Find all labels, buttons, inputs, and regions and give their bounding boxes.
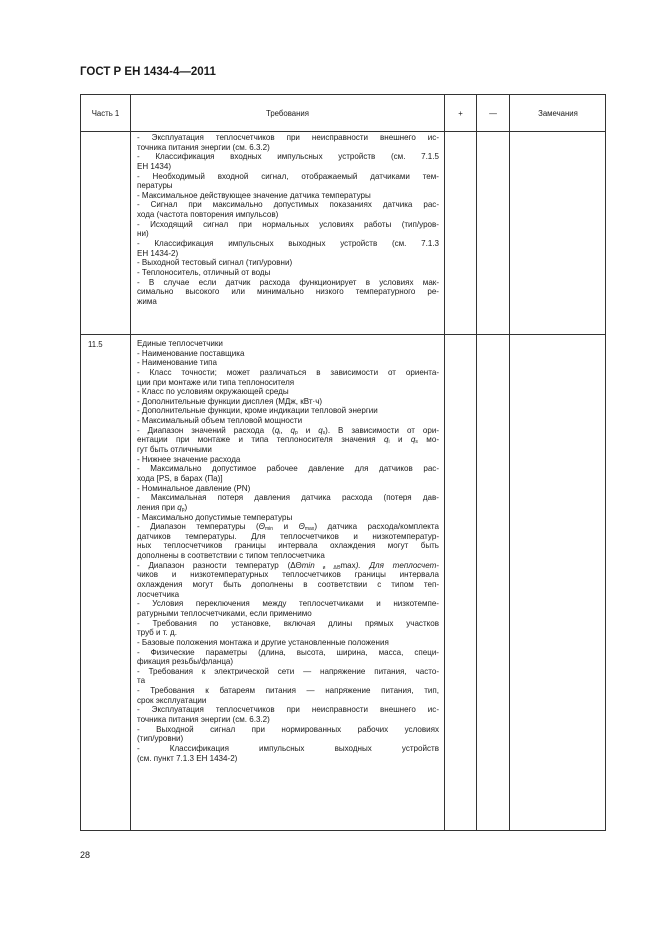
text-fragment: ): [184, 502, 188, 512]
requirement-line: та: [137, 676, 146, 686]
text-fragment: и: [273, 522, 299, 532]
requirement-line: хода (частота повторения импульсов): [137, 210, 279, 220]
requirement-line: ни): [137, 229, 149, 239]
subscript: max: [304, 526, 315, 532]
requirement-line: (см. пункт 7.1.3 ЕН 1434-2): [137, 753, 238, 763]
column-divider: [130, 95, 131, 830]
requirements-text-heat-meters: [137, 339, 439, 763]
subscript: и ΔΘ: [314, 564, 341, 571]
requirement-line: - Эксплуатация теплосчетчиков при неисправности внешнего ис-: [137, 705, 439, 715]
requirement-line: ции при монтаже или типа теплоносителя: [137, 377, 295, 387]
requirement-line: ЕН 1434-2): [137, 248, 179, 258]
requirement-line: - Номинальное давление (PN): [137, 483, 251, 493]
requirement-line: срок эксплуатации: [137, 695, 207, 705]
requirement-line: - Максимально допустимое рабочее давление для датчиков рас-: [137, 464, 439, 474]
header-remarks: Замечания: [538, 108, 578, 118]
symbol: q: [410, 435, 416, 445]
requirement-line: [137, 561, 439, 571]
requirement-line: - Требования к батареям питания — напряжение питания, тип,: [137, 686, 439, 696]
symbol: q: [318, 425, 323, 435]
subscript: p: [181, 506, 185, 513]
symbol: q: [177, 502, 182, 512]
requirement-line: - Дополнительные функции дисплея (МДж, кВт·ч): [137, 396, 323, 406]
requirement-line: - Сигнал при максимально допустимых показаниях датчика рас-: [137, 200, 439, 210]
text-fragment: и: [389, 435, 411, 445]
header-plus: +: [458, 108, 463, 118]
requirement-line: - Классификация импульсных выходных устройств (см. 7.1.3: [137, 239, 439, 249]
text-fragment: мо-: [417, 435, 439, 445]
requirement-line: [137, 426, 439, 436]
requirement-line: - Теплоноситель, отличный от воды: [137, 267, 271, 277]
requirement-line: - Классификация входных импульсных устройств (см. 7.1.5: [137, 152, 439, 162]
page-number: 28: [80, 850, 91, 860]
text-fragment: ,: [280, 425, 291, 435]
symbol: ). Для теплосчет-: [355, 560, 439, 570]
requirement-line: - Максимальное действующее значение датчика температуры: [137, 190, 371, 200]
requirement-line: охлаждения могут быть дополнены в соответствии с типом теп-: [137, 580, 439, 590]
requirement-line: ЕН 1434): [137, 161, 171, 171]
requirement-line: лосчетчика: [137, 589, 180, 599]
requirement-line: Единые теплосчетчики: [137, 339, 223, 348]
text-fragment: и: [297, 425, 319, 435]
requirement-line: - Исходящий сигнал при нормальных условиях работы (тип/уров-: [137, 219, 439, 229]
requirement-line: [137, 435, 439, 445]
subscript: min: [265, 526, 274, 532]
requirement-line: - Базовые положения монтажа и другие установленные положения: [137, 637, 389, 647]
text-fragment: ления при: [137, 502, 178, 512]
requirement-line: - Эксплуатация теплосчетчиков при неисправности внешнего ис-: [137, 133, 439, 142]
requirement-line: - Выходной тестовый сигнал (тип/уровни): [137, 258, 293, 268]
requirement-line: гут быть отличными: [137, 445, 212, 455]
symbol: q: [290, 425, 296, 435]
requirement-line: датчиков температуры. Для теплосчетчиков и низкотемператур-: [137, 531, 439, 541]
requirement-line: - Наименование типа: [137, 358, 217, 368]
requirement-line: - Необходимый входной сигнал, отображаемый датчиками тем-: [137, 171, 439, 181]
column-divider: [444, 95, 445, 830]
requirement-line: хода [PS, в барах (Па)]: [137, 473, 223, 483]
symbol: q: [384, 435, 389, 445]
requirement-line: - Дополнительные функции, кроме индикации тепловой энергии: [137, 406, 378, 416]
clause-number: 11.5: [88, 340, 103, 349]
header-part: Часть 1: [91, 108, 120, 118]
symbol: Θ: [258, 522, 266, 532]
subscript: i: [388, 439, 390, 446]
requirement-line: - Наименование поставщика: [137, 348, 245, 358]
requirement-line: - Класс точности; может различаться в зависимости от ориента-: [137, 367, 439, 377]
requirement-line: симально высокого или минимально низкого температурного ре-: [137, 287, 439, 297]
requirements-text-continued: [137, 133, 439, 307]
document-title: ГОСТ Р ЕН 1434-4—2011: [80, 66, 216, 78]
requirement-line: [137, 522, 439, 532]
requirement-line: - Требования к электрической сети — напряжение питания, часто-: [137, 666, 439, 676]
symbol: Θ: [298, 522, 305, 532]
requirement-line: чиков и низкотемпературных теплосчетчиков границы интервала: [137, 570, 439, 580]
requirement-line: - Условия переключения между теплосчетчиками и низкотемпе-: [137, 599, 439, 609]
text-fragment: max: [340, 560, 356, 570]
symbol: q: [274, 425, 280, 435]
requirement-line: - Требования по установке, включая длины прямых участков: [137, 618, 439, 628]
subscript: s: [322, 429, 326, 436]
text-fragment: - Диапазон разности температур (ΔΘ: [137, 560, 302, 570]
symbol: min: [301, 560, 315, 570]
column-divider: [476, 95, 477, 830]
text-fragment: ентации при монтаже и типа теплоносителя значения: [137, 435, 384, 445]
requirement-line: дополнены в соответствии с типом теплосчетчика: [137, 551, 325, 561]
requirement-line: - Физические параметры (длина, высота, ширина, масса, специ-: [137, 647, 439, 657]
requirement-line: - В случае если датчик расхода функционирует в условиях мак-: [137, 277, 439, 287]
requirement-line: - Максимальный объем тепловой мощности: [137, 416, 303, 426]
row-divider: [81, 131, 605, 132]
column-divider: [509, 95, 510, 830]
row-divider: [81, 334, 605, 335]
requirement-line: труб и т. д.: [137, 628, 177, 638]
subscript: p: [295, 429, 298, 436]
requirement-line: пературы: [137, 181, 173, 191]
subscript: s: [415, 439, 418, 446]
requirement-line: - Нижнее значение расхода: [137, 454, 241, 464]
requirement-line: ратурными теплосчетчиками, если применимо: [137, 608, 312, 618]
requirement-line: жима: [137, 296, 157, 306]
requirement-line: точника питания энергии (см. 6.3.2): [137, 714, 270, 724]
requirement-line: точника питания энергии (см. 6.3.2): [137, 142, 270, 152]
requirement-line: - Классификация импульсных выходных устройств: [137, 743, 439, 753]
text-fragment: - Диапазон температуры (: [137, 522, 259, 532]
header-requirements: Требования: [266, 108, 309, 118]
requirement-line: (тип/уровни): [137, 734, 184, 744]
requirement-line: [137, 503, 439, 513]
header-minus: —: [489, 108, 497, 118]
requirement-line: - Максимальная потеря давления датчика расхода (потеря дав-: [137, 493, 439, 503]
text-fragment: ). В зависимости от ори-: [325, 425, 439, 435]
requirement-line: ных теплосчетчиков границы интервала охлаждения могут быть: [137, 541, 439, 551]
requirement-line: - Максимально допустимые температуры: [137, 512, 293, 522]
text-fragment: - Диапазон значений расхода (: [137, 425, 275, 435]
text-fragment: ) датчика расхода/комплекта: [314, 522, 439, 532]
requirement-line: - Выходной сигнал при нормированных рабочих условиях: [137, 724, 439, 734]
subscript: i: [279, 429, 281, 436]
requirement-line: - Класс по условиям окружающей среды: [137, 387, 289, 397]
requirement-line: фикация резьбы/фланца): [137, 657, 234, 667]
requirements-table: [80, 94, 606, 831]
